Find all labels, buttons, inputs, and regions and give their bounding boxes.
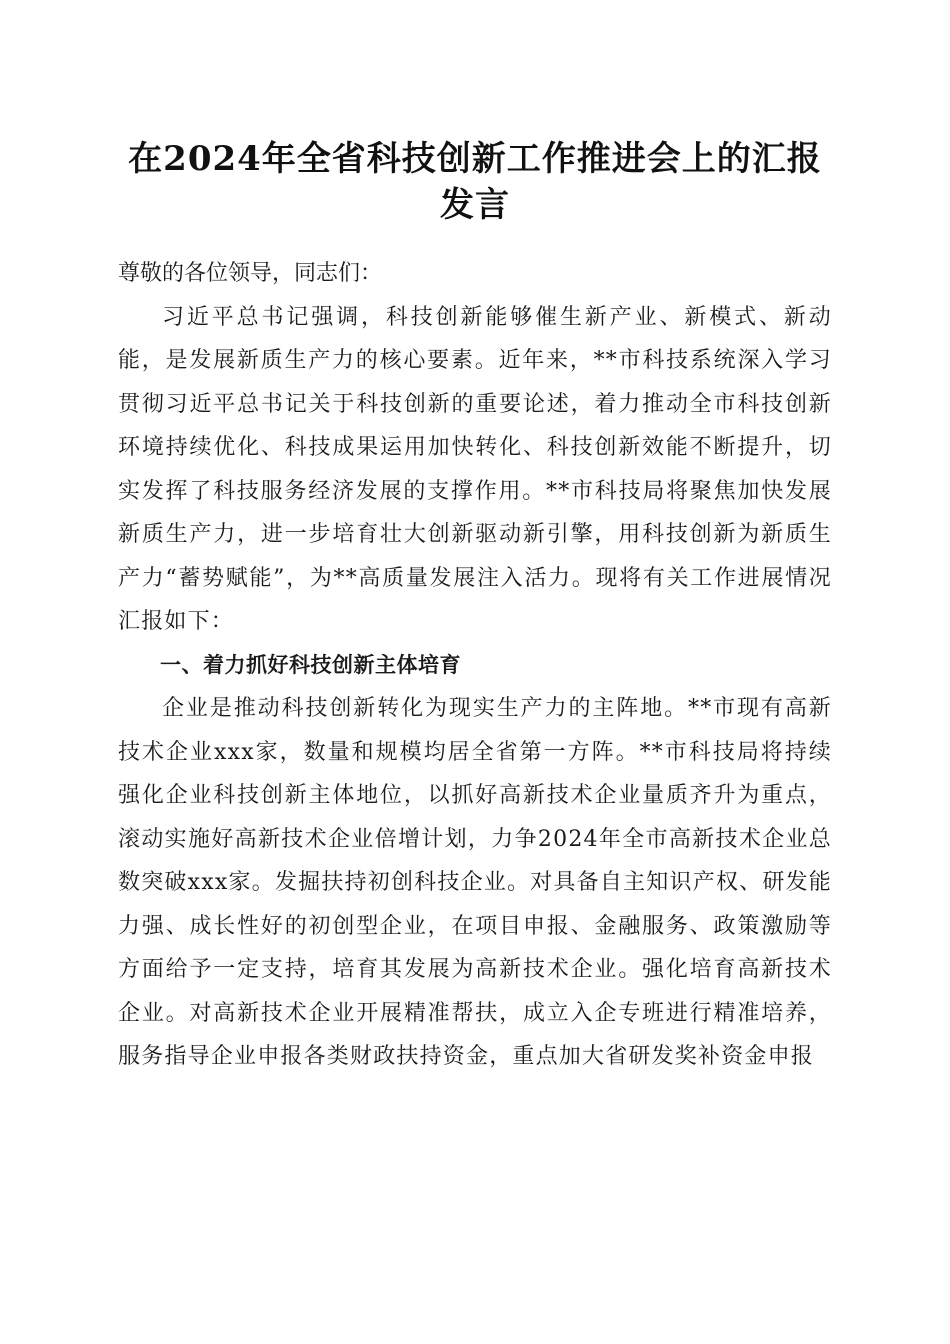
- salutation: 尊敬的各位领导，同志们：: [118, 261, 383, 286]
- document-title: [118, 136, 832, 228]
- section-paragraph: 企业是推动科技创新转化为现实生产力的主阵地。**市现有高新技术企业xxx家，数量和规模均居全省第一方阵。**市科技局将持续强化企业科技创新主体地位，以抓好高新技术企业量质齐升为重点，滚动实施好高新技术企业倍增计划，力争2024年全市高新技术企业总数突破xxx家。发掘扶持初创科技企业。对具备自主知识产权、研发能力强、成长性好的初创型企业，在项目申报、金融服务、政策激励等方面给予一定支持，培育其发展为高新技术企业。强化培育高新技术企业。对高新技术企业开展精准帮扶，成立入企专班进行精准培养，服务指导企业申报各类财政扶持资金，重点加大省研发奖补资金申报: [118, 696, 832, 1069]
- title-line-1: 在2024年全省科技创新工作推进会上的汇报: [128, 139, 822, 179]
- section-heading: 一、着力抓好科技创新主体培育: [160, 652, 461, 677]
- intro-paragraph: 习近平总书记强调，科技创新能够催生新产业、新模式、新动能，是发展新质生产力的核心要素。近年来，**市科技系统深入学习贯彻习近平总书记关于科技创新的重要论述，着力推动全市科技创新环境持续优化、科技成果运用加快转化、科技创新效能不断提升，切实发挥了科技服务经济发展的支撑作用。**市科技局将聚焦加快发展新质生产力，进一步培育壮大创新驱动新引擎，用科技创新为新质生产力“蓄势赋能”，为**高质量发展注入活力。现将有关工作进展情况汇报如下：: [118, 304, 832, 634]
- document-body: [118, 252, 832, 1079]
- title-line-2: 发言: [440, 185, 510, 225]
